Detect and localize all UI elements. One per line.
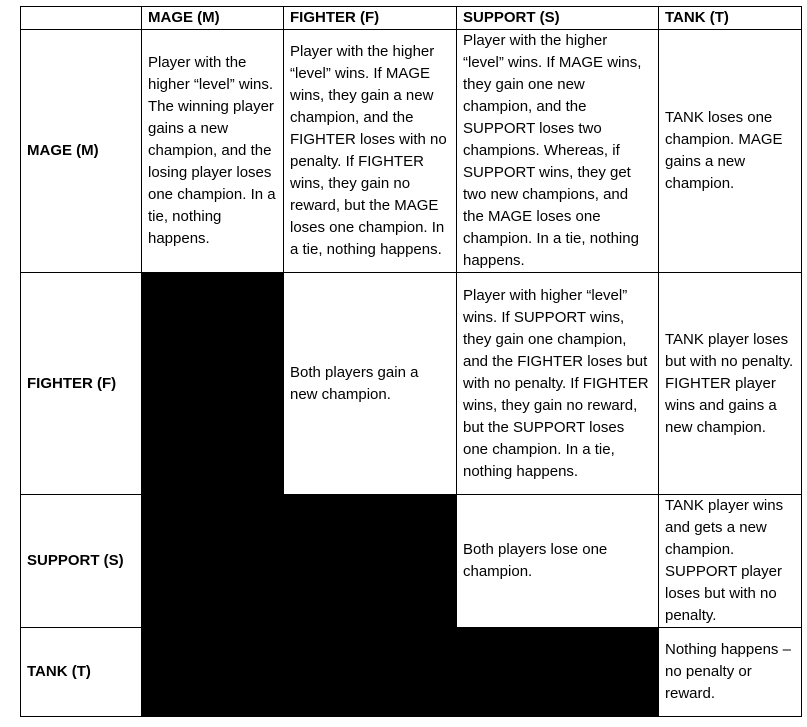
table-row <box>21 273 802 495</box>
cell-mage-vs-mage: Player with the higher “level” wins. The winning player gains a new champion, and the losing player loses one champion. In a tie, nothing happens. <box>142 30 284 273</box>
table-row <box>21 495 802 628</box>
blocked-cell <box>457 628 659 717</box>
row-header-support: SUPPORT (S) <box>21 495 142 628</box>
cell-fighter-vs-fighter: Both players gain a new champion. <box>284 273 457 495</box>
matchup-matrix-table <box>20 6 802 717</box>
cell-fighter-vs-tank: TANK player loses but with no penalty. FIGHTER player wins and gains a new champion. <box>659 273 802 495</box>
blocked-cell <box>142 628 284 717</box>
row-header-tank: TANK (T) <box>21 628 142 717</box>
cell-tank-vs-tank: Nothing happens – no penalty or reward. <box>659 628 802 717</box>
row-header-mage: MAGE (M) <box>21 30 142 273</box>
table-row <box>21 30 802 273</box>
row-header-fighter: FIGHTER (F) <box>21 273 142 495</box>
cell-support-vs-support: Both players lose one champion. <box>457 495 659 628</box>
column-header-mage: MAGE (M) <box>142 7 284 30</box>
cell-mage-vs-support: Player with the higher “level” wins. If MAGE wins, they gain one new champion, and the SUPPORT loses two champions. Whereas, if SUPPORT wins, they get two new champions, and the MAGE loses one champion. In a tie, nothing happens. <box>457 30 659 273</box>
corner-cell <box>21 7 142 30</box>
cell-mage-vs-fighter: Player with the higher “level” wins. If MAGE wins, they gain a new champion, and the FIGHTER loses with no penalty. If FIGHTER wins, they gain no reward, but the MAGE loses one champion. In a tie, nothing happens. <box>284 30 457 273</box>
cell-fighter-vs-support: Player with higher “level” wins. If SUPPORT wins, they gain one champion, and the FIGHTER loses but with no penalty. If FIGHTER wins, they gain no reward, but the SUPPORT loses one champion. In a tie, nothing happens. <box>457 273 659 495</box>
column-header-fighter: FIGHTER (F) <box>284 7 457 30</box>
table-row <box>21 628 802 717</box>
column-header-support: SUPPORT (S) <box>457 7 659 30</box>
blocked-cell <box>142 273 284 495</box>
cell-mage-vs-tank: TANK loses one champion. MAGE gains a new champion. <box>659 30 802 273</box>
cell-support-vs-tank: TANK player wins and gets a new champion. SUPPORT player loses but with no penalty. <box>659 495 802 628</box>
header-row <box>21 7 802 30</box>
blocked-cell <box>284 495 457 628</box>
column-header-tank: TANK (T) <box>659 7 802 30</box>
blocked-cell <box>284 628 457 717</box>
blocked-cell <box>142 495 284 628</box>
